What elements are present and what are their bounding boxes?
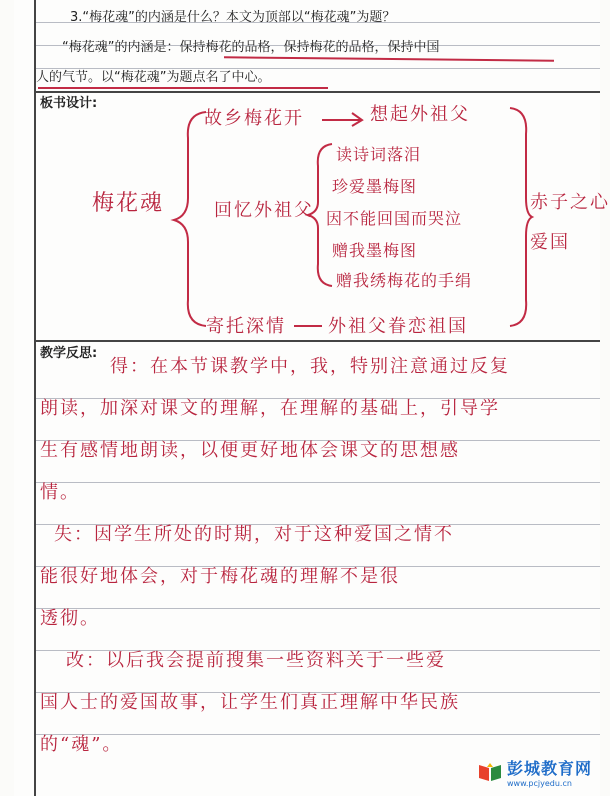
ruled-line: [36, 68, 600, 69]
red-underline: [224, 56, 554, 61]
branch-top-result: 想起外祖父: [370, 104, 470, 125]
reflection-line: 国人士的爱国故事，让学生们真正理解中华民族: [40, 692, 460, 713]
watermark-title: 彭城教育网: [506, 759, 592, 778]
right-note: 赤子之心: [530, 192, 610, 213]
ruled-line: [36, 482, 600, 483]
right-note: 爱国: [530, 232, 570, 253]
answer-text: 人的气节。以“梅花魂”为题点名了中心。: [36, 70, 271, 85]
reflection-line: 透彻。: [40, 608, 100, 629]
book-logo-icon: [477, 761, 503, 783]
watermark-url: www.pcjyedu.cn: [506, 779, 572, 788]
branch-bottom-result: 外祖父眷恋祖国: [328, 316, 468, 337]
reflection-label: 教学反思:: [40, 346, 98, 361]
dash: [294, 325, 322, 327]
left-brace: [172, 108, 212, 330]
margin-border: [34, 0, 36, 796]
board-root: 梅花魂: [92, 191, 165, 216]
right-brace: [506, 104, 534, 330]
section-border: [34, 340, 600, 342]
reflection-line: 情。: [40, 482, 80, 503]
reflection-line: 朗读，加深对课文的理解，在理解的基础上，引导学: [40, 398, 500, 419]
sub-item: 读诗词落泪: [336, 145, 422, 164]
branch-bottom: 寄托深情: [206, 316, 286, 337]
question-text: 3.“梅花魂”的内涵是什么？本文为顶部以“梅花魂”为题？: [70, 10, 396, 25]
reflection-line: 得：在本节课教学中，我，特别注意通过反复: [110, 356, 510, 377]
ruled-line: [36, 608, 600, 609]
branch-top: 故乡梅花开: [204, 108, 304, 129]
arrow-icon: [320, 108, 366, 128]
worksheet-page: [14, 0, 610, 796]
reflection-line: 失：因学生所处的时期，对于这种爱国之情不: [54, 524, 454, 545]
reflection-line: 的“魂”。: [40, 734, 123, 755]
reflection-line: 生有感情地朗读，以便更好地体会课文的思想感: [40, 440, 460, 461]
site-watermark: [477, 756, 592, 788]
board-design-label: 板书设计:: [40, 96, 98, 111]
section-border: [34, 91, 600, 93]
sub-item: 赠我绣梅花的手绢: [336, 271, 473, 290]
red-underline: [38, 87, 328, 89]
sub-item: 赠我墨梅图: [332, 241, 418, 260]
sub-item: 因不能回国而哭泣: [326, 209, 463, 228]
reflection-line: 能很好地体会，对于梅花魂的理解不是很: [40, 566, 400, 587]
answer-text: “梅花魂”的内涵是：保持梅花的品格，保持梅花的品格，保持中国: [62, 40, 440, 55]
reflection-line: 改：以后我会提前搜集一些资料关于一些爱: [66, 650, 446, 671]
branch-mid: 回忆外祖父: [214, 200, 314, 221]
sub-item: 珍爱墨梅图: [332, 177, 418, 196]
